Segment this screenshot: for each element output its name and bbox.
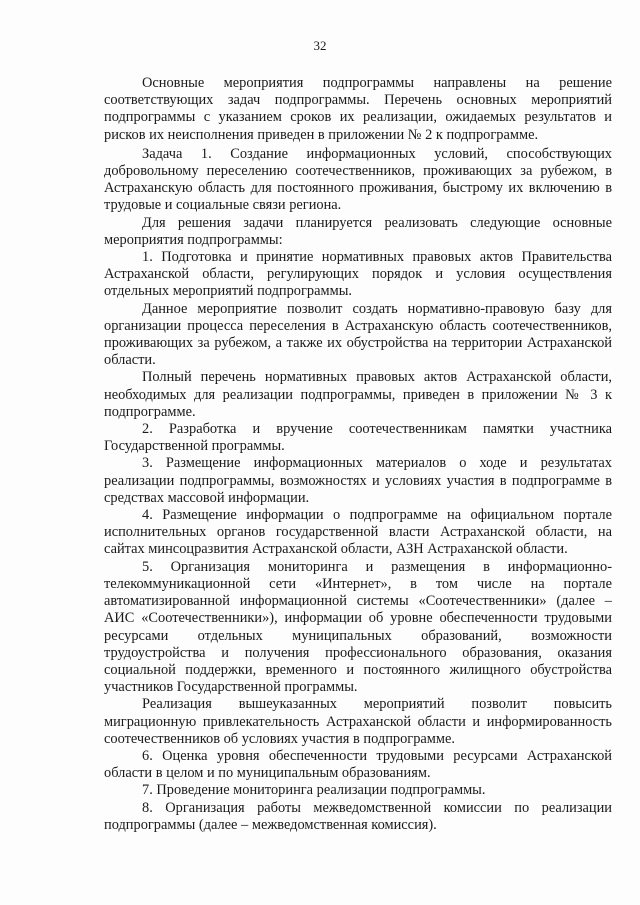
page-number: 32 (313, 38, 327, 53)
paragraph-activity-1: 1. Подготовка и принятие нормативных правовых актов Правительства Астраханской области, регулирующих порядок и условия осуществления отдельных мероприятий подпрограммы. (104, 249, 612, 300)
paragraph-activity-7: 7. Проведение мониторинга реализации подпрограммы. (142, 782, 486, 799)
paragraph-activity-3: 3. Размещение информационных материалов о ходе и результатах реализации подпрограммы, возможностях и условиях участия в подпрограмме в средствах массовой информации. (104, 455, 612, 506)
paragraph-activity-2: 2. Разработка и вручение соотечественникам памятки участника Государственной программы. (104, 421, 612, 455)
paragraph-activities-effect: Реализация вышеуказанных мероприятий позволит повысить миграционную привлекательность Астраханской области и информированность соотечественников об условиях участия в подпрограмме. (104, 696, 612, 747)
paragraph-activity-6: 6. Оценка уровня обеспеченности трудовыми ресурсами Астраханской области в целом и по муниципальным образованиям. (104, 747, 612, 782)
paragraph-activity-4: 4. Размещение информации о подпрограмме на официальном портале исполнительных органов государственной власти Астраханской области, на сайтах минсоцразвития Астраханской области, АЗН Астраханской области. (104, 507, 612, 558)
paragraph-task-1: Задача 1. Создание информационных условий, способствующих добровольному переселению соотечественников, проживающих за рубежом, в Астраханскую область для постоянного проживания, быстрому их включению в трудовые и социальные связи региона. (104, 145, 612, 214)
paragraph-activity-8: 8. Организация работы межведомственной комиссии по реализации подпрограммы (далее – межведомственная комиссия). (104, 799, 612, 833)
paragraph-activity-1-effect: Данное мероприятие позволит создать нормативно-правовую базу для организации процесса переселения в Астраханскую область соотечественников, проживающих за рубежом, а также их обустройства на территории Астраханской области. (104, 300, 612, 369)
document-body (104, 75, 612, 834)
paragraph-acts-list: Полный перечень нормативных правовых актов Астраханской области, необходимых для реализации подпрограммы, приведен в приложении № 3 к подпрограмме. (104, 369, 612, 420)
paragraph-main-activities: Основные мероприятия подпрограммы направлены на решение соответствующих задач подпрограммы. Перечень основных мероприятий подпрограммы с указанием сроков их реализации, ожидаемых результатов и рисков их неисполнения приведен в приложении № 2 к подпрограмме. (104, 75, 612, 143)
paragraph-activities-intro: Для решения задачи планируется реализовать следующие основные мероприятия подпрограммы: (104, 214, 612, 248)
paragraph-activity-5: 5. Организация мониторинга и размещения в информационно-телекоммуникационной сети «Интернет», в том числе на портале автоматизированной информационной системы «Соотечественники» (далее – АИС «Соотечественники»), информации об уровне обеспеченности трудовыми ресурсами отдельных муниципальных образований, возможности трудоустройства и получения профессионального образования, оказания социальной поддержки, временного и постоянного жилищного обустройства участников Государственной программы. (104, 558, 612, 696)
